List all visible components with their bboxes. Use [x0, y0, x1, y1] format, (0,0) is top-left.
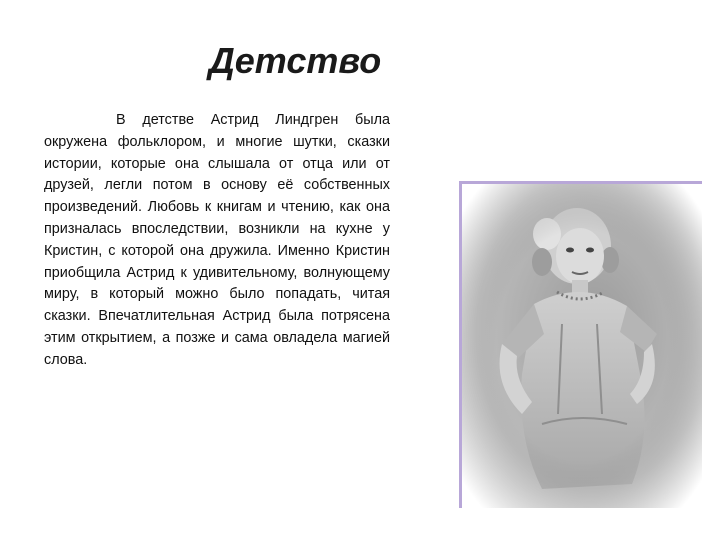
slide-title: Детство [208, 40, 382, 81]
portrait-illustration [462, 184, 702, 508]
body-paragraph: В детстве Астрид Линдгрен была окружена фольклором, и многие шутки, сказки истории, которые она слышала от отца или от друзей, легли потом в основу её собственных произведений. Любовь к книгам и чтению, как она призналась впоследствии, возникли на кухне у Кристин, с которой она дружила. Именно Кристин приобщила Астрид к удивительному, волнующему миру, в который можно было попадать, читая сказки. Впечатлительная Астрид была потрясена этим открытием, а позже и сама овладела магией слова. [44, 112, 390, 368]
portrait-photo [459, 181, 702, 508]
